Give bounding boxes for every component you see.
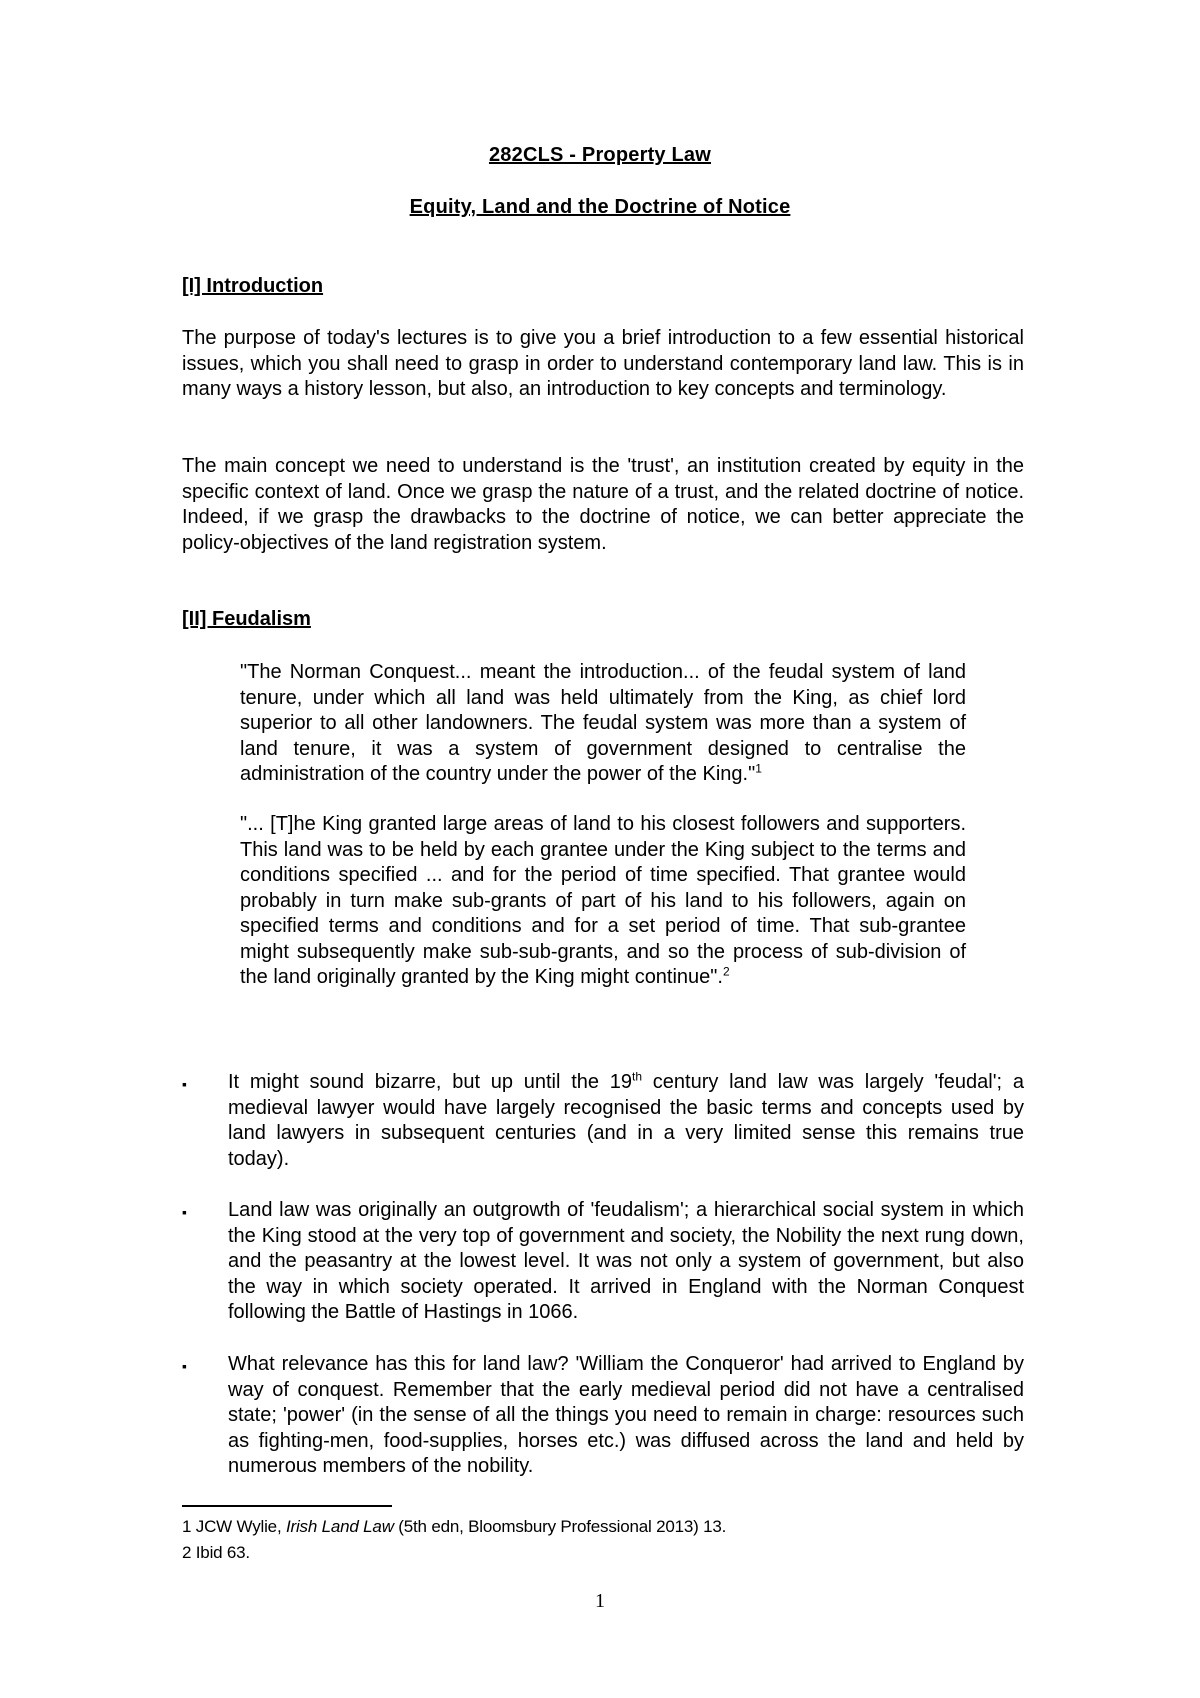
course-title: 282CLS - Property Law	[488, 144, 712, 166]
footnote-1-number: 1	[182, 1517, 192, 1536]
bullet-square-icon: ▪	[182, 1076, 187, 1092]
bullet-1-text-end: century land law was largely 'feudal'; a medieval lawyer would have largely recognised the basic terms and concepts used by land lawyers in subsequent centuries (and in a very limited sense this remains true today).	[228, 1071, 1024, 1170]
section-heading-feudalism: [II] Feudalism	[182, 608, 311, 630]
footnote-1-citation: (5th edn, Bloomsbury Professional 2013) 13.	[393, 1517, 727, 1536]
bullet-text: Land law was originally an outgrowth of 'feudalism'; a hierarchical social system in which the King stood at the very top of government and society, the Nobility the next rung down, and the peasantry at the lowest level. It was not only a system of government, but also the way in which society operated. It arrived in England with the Norman Conquest following the Battle of Hastings in 1066.	[228, 1199, 1024, 1323]
document-title: Equity, Land and the Doctrine of Notice	[409, 196, 791, 218]
footnote-ref-1[interactable]: 1	[755, 761, 762, 776]
footnote-ref-2[interactable]: 2	[722, 964, 730, 979]
footnote-1-title: Irish Land Law	[286, 1517, 394, 1536]
intro-paragraph-1: The purpose of today's lectures is to give you a brief introduction to a few essential historical issues, which you shall need to grasp in order to understand contemporary land law. This is in many ways a history lesson, but also, an introduction to key concepts and terminology.	[182, 327, 1024, 400]
section-heading-introduction: [I] Introduction	[182, 275, 324, 297]
bullet-1-text-start: It might sound bizarre, but up until the 19	[228, 1071, 632, 1093]
bullet-square-icon: ▪	[182, 1358, 187, 1374]
block-quote-2	[240, 812, 966, 991]
footnote-2-number: 2	[182, 1543, 192, 1562]
bullet-square-icon: ▪	[182, 1204, 187, 1220]
footnote-divider	[182, 1505, 392, 1507]
page-number: 1	[595, 1590, 605, 1612]
quote-1-text: "The Norman Conquest... meant the introduction... of the feudal system of land tenure, under which all land was held ultimately from the King, as chief lord superior to all other landowners. The feudal system was more than a system of land tenure, it was a system of government designed to centralise the administration of the country under the power of the King."	[240, 661, 966, 785]
footnote-2-text: Ibid 63.	[191, 1543, 250, 1562]
ordinal-suffix: th	[632, 1069, 643, 1084]
bullet-text: What relevance has this for land law? 'William the Conqueror' had arrived to England by way of conquest. Remember that the early medieval period did not have a centralised state; 'power' (in the sense of all the things you need to remain in charge: resources such as fighting-men, food-supplies, horses etc.) was diffused across the land and held by numerous members of the nobility.	[228, 1353, 1024, 1477]
footnote-1-author: JCW Wylie,	[191, 1517, 286, 1536]
bullet-text	[228, 1070, 1024, 1172]
intro-paragraph-2: The main concept we need to understand is the 'trust', an institution created by equity in the specific context of land. Once we grasp the nature of a trust, and the related doctrine of notice. Indeed, if we grasp the drawbacks to the doctrine of notice, we can better appreciate the policy-objectives of the land registration system.	[182, 455, 1024, 554]
footnote-2	[182, 1542, 250, 1564]
footnote-1	[182, 1516, 726, 1538]
block-quote-1	[240, 660, 966, 788]
quote-2-text: "... [T]he King granted large areas of land to his closest followers and supporters. This land was to be held by each grantee under the King subject to the terms and conditions specified ... and for the period of time specified. That grantee would probably in turn make sub-grants of part of his land to his followers, again on specified terms and conditions and for a set period of time. That sub-grantee might subsequently make sub-sub-grants, and so the process of sub-division of the land originally granted by the King might continue".	[240, 813, 966, 988]
